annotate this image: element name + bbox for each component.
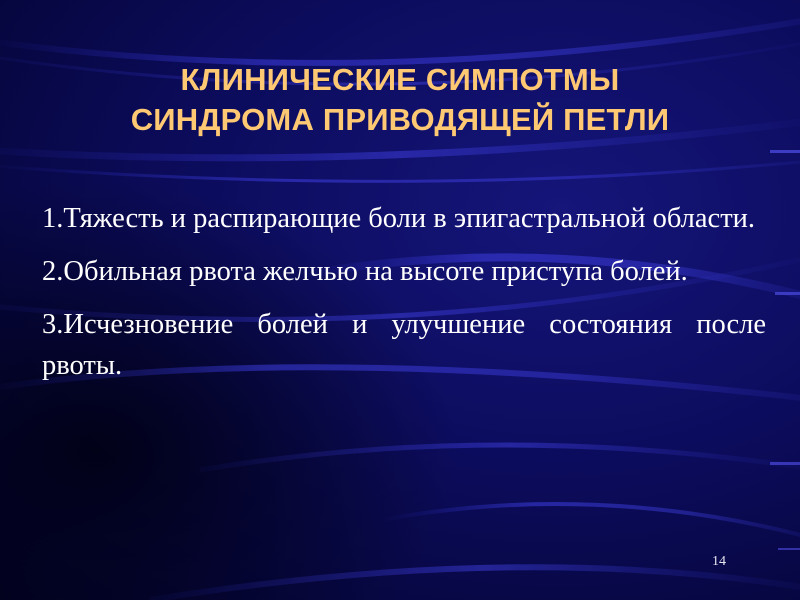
- symptom-list: [42, 198, 766, 398]
- page-number: 14: [712, 554, 726, 569]
- symptom-item-3: 3.Исчезновение болей и улучшение состояния после рвоты.: [42, 309, 766, 381]
- slide-title: [40, 60, 760, 140]
- slide-title-line-1: КЛИНИЧЕСКИЕ СИМПОТМЫ: [180, 62, 620, 97]
- symptom-item-2: 2.Обильная рвота желчью на высоте приступа болей.: [42, 256, 688, 287]
- symptom-item-1: 1.Тяжесть и распирающие боли в эпигастральной области.: [42, 203, 756, 234]
- slide-title-line-2: СИНДРОМА ПРИВОДЯЩЕЙ ПЕТЛИ: [130, 102, 670, 137]
